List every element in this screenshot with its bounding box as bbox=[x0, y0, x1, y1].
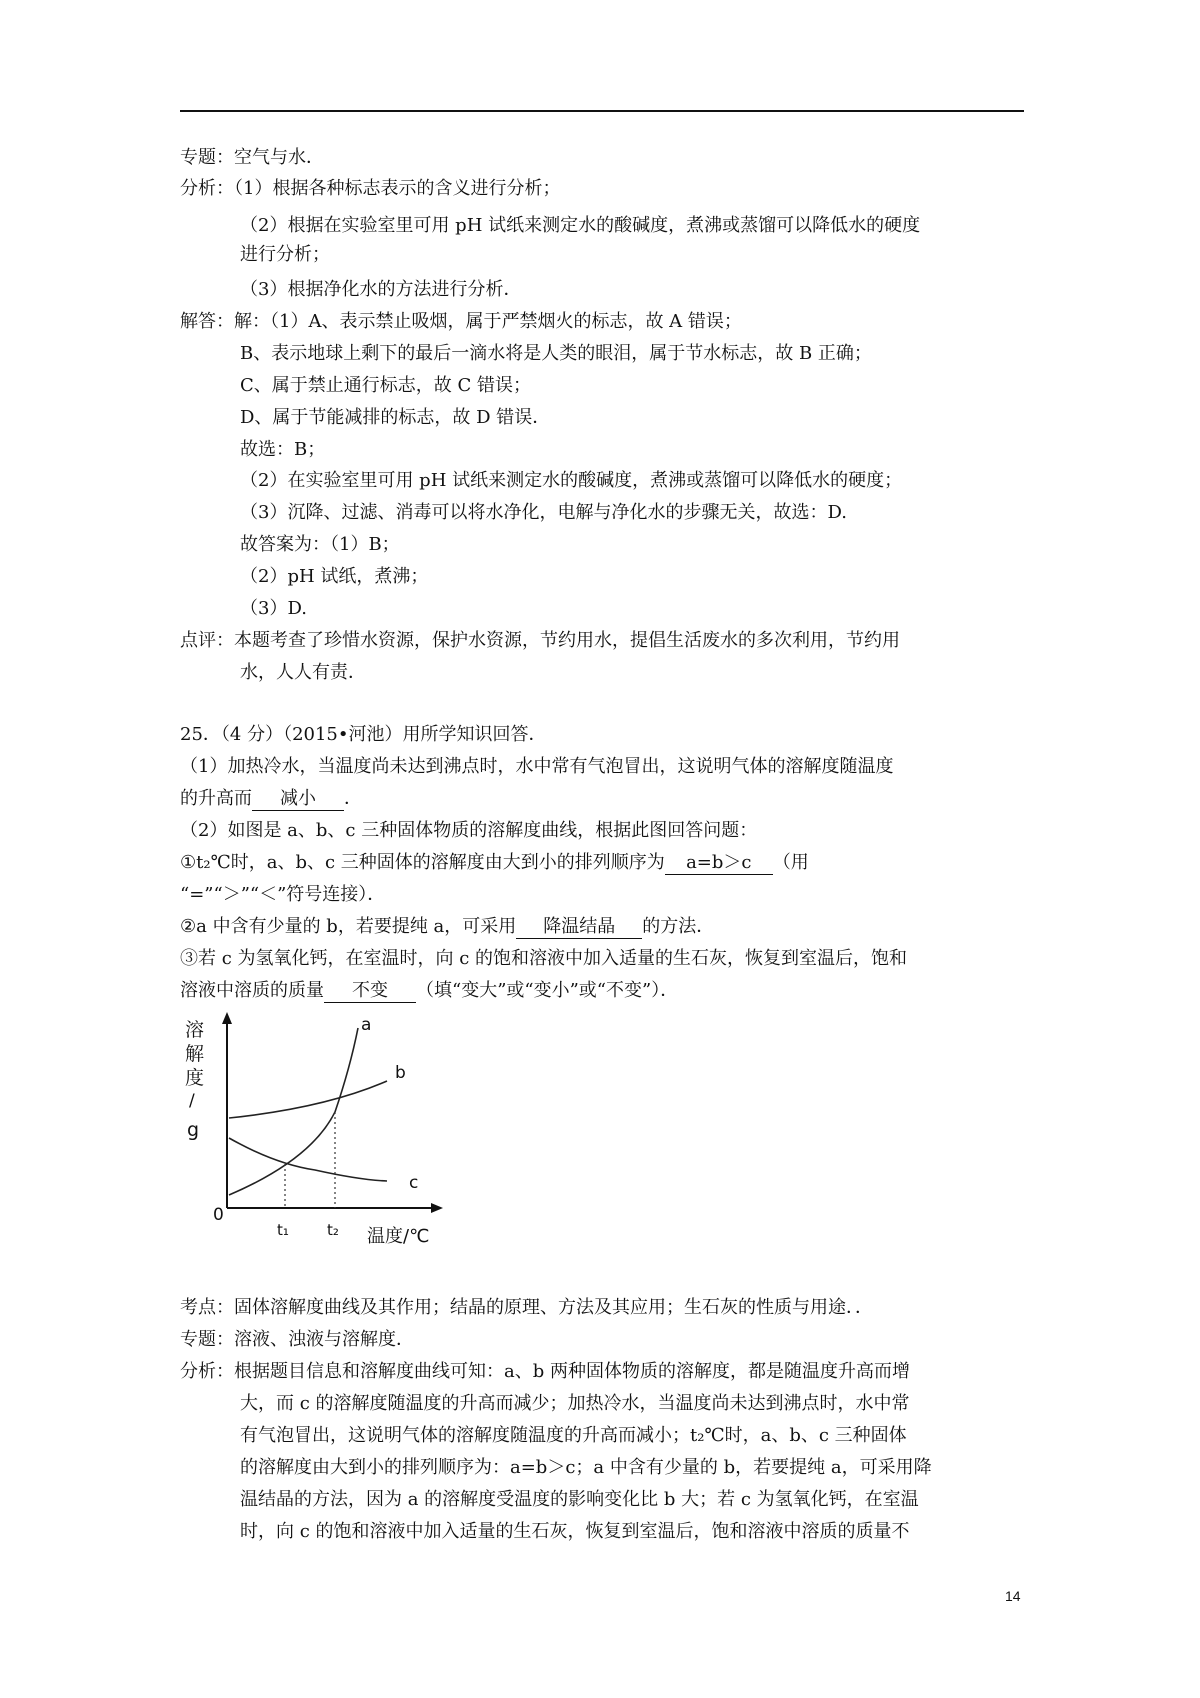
analysis-line-1: 分析：（1）根据各种标志表示的含义进行分析； bbox=[180, 178, 561, 199]
question-part2-1-line1 bbox=[180, 850, 809, 876]
origin-label: 0 bbox=[213, 1205, 224, 1225]
header-rule bbox=[180, 110, 1024, 112]
answer-line-b: B、表示地球上剩下的最后一滴水将是人类的眼泪，属于节水标志，故 B 正确； bbox=[240, 343, 872, 364]
final-answer-1: 故答案为：（1）B； bbox=[240, 534, 400, 555]
q2-3-answer-blank: 不变 bbox=[324, 980, 416, 1003]
bottom-analysis-line-5: 温结晶的方法，因为 a 的溶解度受温度的影响变化比 b 大；若 c 为氢氧化钙，在室温 bbox=[240, 1489, 919, 1510]
q1-answer-blank: 减小 bbox=[252, 788, 344, 811]
curve-a-label: a bbox=[361, 1015, 372, 1035]
analysis-line-2a: （2）根据在实验室里可用 pH 试纸来测定水的酸碱度，煮沸或蒸馏可以降低水的硬度 bbox=[240, 215, 921, 236]
bottom-analysis-line-1: 分析：根据题目信息和溶解度曲线可知：a、b 两种固体物质的溶解度，都是随温度升高而增 bbox=[180, 1361, 910, 1382]
curve-c bbox=[229, 1138, 387, 1181]
curve-b bbox=[229, 1081, 387, 1118]
question-part1-line1: （1）加热冷水，当温度尚未达到沸点时，水中常有气泡冒出，这说明气体的溶解度随温度 bbox=[180, 756, 894, 777]
question-part2-2 bbox=[180, 914, 714, 940]
y-label-char-4: / bbox=[189, 1091, 195, 1111]
question-part2-3-line2 bbox=[180, 978, 678, 1004]
q2-1-answer-blank: a=b＞c bbox=[665, 852, 773, 875]
bottom-analysis-line-4: 的溶解度由大到小的排列顺序为：a=b＞c；a 中含有少量的 b，若要提纯 a，可采用降 bbox=[240, 1457, 932, 1478]
answer-line-1: 解答：解：（1）A、表示禁止吸烟，属于严禁烟火的标志，故 A 错误； bbox=[180, 311, 742, 332]
final-answer-2: （2）pH 试纸，煮沸； bbox=[240, 566, 429, 587]
curve-a bbox=[229, 1028, 358, 1195]
tick-t1: t₁ bbox=[277, 1221, 289, 1239]
curve-b-label: b bbox=[395, 1063, 406, 1083]
tick-t2: t₂ bbox=[327, 1221, 339, 1239]
question-part2-intro: （2）如图是 a、b、c 三种固体物质的溶解度曲线，根据此图回答问题： bbox=[180, 820, 758, 841]
q2-3-suffix: （填“变大”或“变小”或“不变”）． bbox=[416, 980, 679, 1001]
question-part2-1-line2: “=”“＞”“＜”符号连接）． bbox=[180, 884, 386, 905]
q2-2-answer-blank: 降温结晶 bbox=[516, 916, 642, 939]
page-number: 14 bbox=[1005, 1588, 1021, 1604]
answer-line-2: （2）在实验室里可用 pH 试纸来测定水的酸碱度，煮沸或蒸馏可以降低水的硬度； bbox=[240, 470, 903, 491]
q2-2-suffix: 的方法． bbox=[642, 916, 715, 937]
comment-line-2: 水，人人有责． bbox=[240, 662, 366, 683]
bottom-analysis-line-3: 有气泡冒出，这说明气体的溶解度随温度的升高而减小；t₂℃时，a、b、c 三种固体 bbox=[240, 1425, 907, 1446]
answer-line-c: C、属于禁止通行标志，故 C 错误； bbox=[240, 375, 531, 396]
bottom-topic-line: 专题：溶液、浊液与溶解度． bbox=[180, 1329, 414, 1350]
answer-choice: 故选：B； bbox=[240, 439, 326, 460]
y-label-char-2: 解 bbox=[185, 1043, 205, 1065]
question-part2-3-line1: ③若 c 为氢氧化钙，在室温时，向 c 的饱和溶液中加入适量的生石灰，恢复到室温后，饱和 bbox=[180, 948, 908, 969]
y-axis-arrow bbox=[222, 1012, 232, 1024]
x-axis-label: 温度/℃ bbox=[367, 1226, 430, 1247]
y-label-char-3: 度 bbox=[185, 1067, 205, 1089]
y-label-char-1: 溶 bbox=[185, 1019, 205, 1041]
answer-line-d: D、属于节能减排的标志，故 D 错误． bbox=[240, 407, 551, 428]
curve-c-label: c bbox=[409, 1173, 419, 1193]
bottom-analysis-line-2: 大，而 c 的溶解度随温度的升高而减少；加热冷水，当温度尚未达到沸点时，水中常 bbox=[240, 1393, 910, 1414]
comment-line-1: 点评：本题考查了珍惜水资源，保护水资源，节约用水，提倡生活废水的多次利用，节约用 bbox=[180, 630, 900, 651]
final-answer-3: （3）D. bbox=[240, 598, 307, 619]
bottom-analysis-line-6: 时，向 c 的饱和溶液中加入适量的生石灰，恢复到室温后，饱和溶液中溶质的质量不 bbox=[240, 1521, 910, 1542]
x-axis-arrow bbox=[431, 1203, 443, 1213]
q2-3-prefix: 溶液中溶质的质量 bbox=[180, 980, 324, 1001]
q2-2-prefix: ②a 中含有少量的 b，若要提纯 a，可采用 bbox=[180, 916, 517, 937]
y-label-char-5: g bbox=[187, 1119, 200, 1141]
q2-1-prefix: ①t₂℃时，a、b、c 三种固体的溶解度由大到小的排列顺序为 bbox=[180, 852, 665, 873]
answer-line-3: （3）沉降、过滤、消毒可以将水净化，电解与净化水的步骤无关，故选：D. bbox=[240, 502, 847, 523]
analysis-line-3: （3）根据净化水的方法进行分析． bbox=[240, 279, 522, 300]
question-header: 25．（4 分）（2015•河池）用所学知识回答． bbox=[180, 724, 547, 745]
kaodian-line: 考点：固体溶解度曲线及其作用；结晶的原理、方法及其应用；生石灰的性质与用途．． bbox=[180, 1297, 873, 1318]
q2-1-suffix: （用 bbox=[772, 852, 809, 873]
solubility-curve-figure bbox=[175, 1008, 450, 1248]
analysis-line-2b: 进行分析； bbox=[240, 244, 330, 265]
q1-prefix: 的升高而 bbox=[180, 788, 252, 809]
question-part1-line2 bbox=[180, 786, 362, 812]
q1-suffix: ． bbox=[344, 788, 362, 809]
topic-line: 专题：空气与水． bbox=[180, 147, 324, 168]
